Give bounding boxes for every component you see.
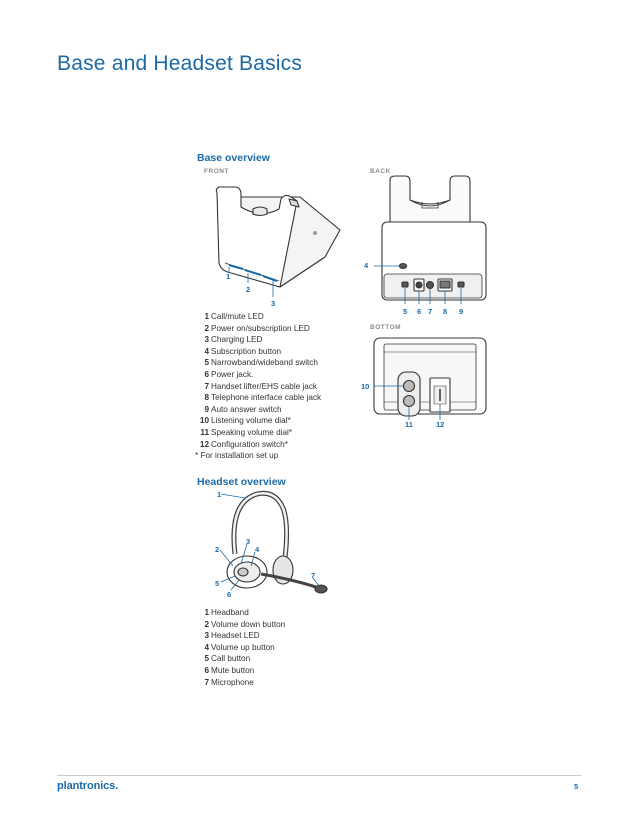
headset-legend-item: 3 Headset LED [204, 631, 260, 641]
back-callout-7: 7 [428, 307, 433, 316]
base-legend-item: 11 Speaking volume dial* [200, 427, 293, 437]
base-back-illustration [362, 172, 492, 318]
base-legend-item: 5 Narrowband/wideband switch [204, 358, 318, 368]
headset-callout-7: 7 [311, 571, 316, 580]
base-legend [195, 311, 322, 462]
bottom-callout-11: 11 [405, 420, 413, 429]
bottom-view-label: BOTTOM [370, 324, 402, 331]
page-title: Base and Headset Basics [57, 52, 303, 75]
front-callout-1: 1 [226, 272, 231, 281]
base-legend-item: 9 Auto answer switch [204, 404, 282, 414]
headset-callout-3: 3 [246, 537, 251, 546]
base-legend-note: * For installation set up [195, 451, 279, 461]
base-front-illustration [205, 175, 355, 305]
base-legend-item: 7 Handset lifter/EHS cable jack [204, 381, 318, 391]
base-legend-item: 6 Power jack. [204, 369, 254, 379]
base-bottom-illustration [362, 334, 492, 426]
page-number: 5 [574, 782, 579, 791]
base-legend-item: 12 Configuration switch* [199, 439, 288, 449]
headset-legend-item: 2 Volume down button [204, 619, 286, 629]
front-callout-2: 2 [246, 285, 251, 294]
headset-callout-4: 4 [255, 545, 260, 554]
back-callout-6: 6 [417, 307, 422, 316]
headset-illustration [205, 486, 345, 604]
base-legend-item: 8 Telephone interface cable jack [204, 393, 322, 403]
headset-legend-item: 4 Volume up button [204, 642, 275, 652]
headset-legend-item: 1 Headband [204, 608, 249, 617]
back-view-label: BACK [370, 168, 391, 175]
base-legend-item: 2 Power on/subscription LED [204, 323, 310, 333]
headset-legend-item: 5 Call button [204, 654, 251, 664]
bottom-callout-12: 12 [436, 420, 445, 429]
headset-legend-item: 6 Mute button [204, 665, 255, 675]
back-callout-8: 8 [443, 307, 448, 316]
headset-callout-2: 2 [215, 545, 220, 554]
headset-legend [198, 607, 285, 688]
back-callout-4: 4 [364, 261, 369, 270]
headset-overview-title: Headset overview [197, 476, 286, 488]
base-legend-item: 1 Call/mute LED [204, 312, 264, 321]
headset-callout-5: 5 [215, 579, 220, 588]
base-legend-item: 4 Subscription button [204, 346, 282, 356]
back-callout-9: 9 [459, 307, 464, 316]
headset-callout-6: 6 [227, 590, 232, 599]
footer-divider [57, 775, 581, 776]
bottom-callout-10: 10 [361, 382, 370, 391]
base-legend-item: 10 Listening volume dial* [199, 416, 291, 426]
front-callout-3: 3 [271, 299, 276, 308]
base-overview-title: Base overview [197, 152, 270, 164]
base-legend-item: 3 Charging LED [204, 335, 263, 345]
headset-callout-1: 1 [217, 490, 222, 499]
headset-legend-item: 7 Microphone [204, 677, 254, 687]
back-callout-5: 5 [403, 307, 408, 316]
brand-logo: plantronics. [57, 780, 119, 792]
front-view-label: FRONT [204, 168, 229, 175]
